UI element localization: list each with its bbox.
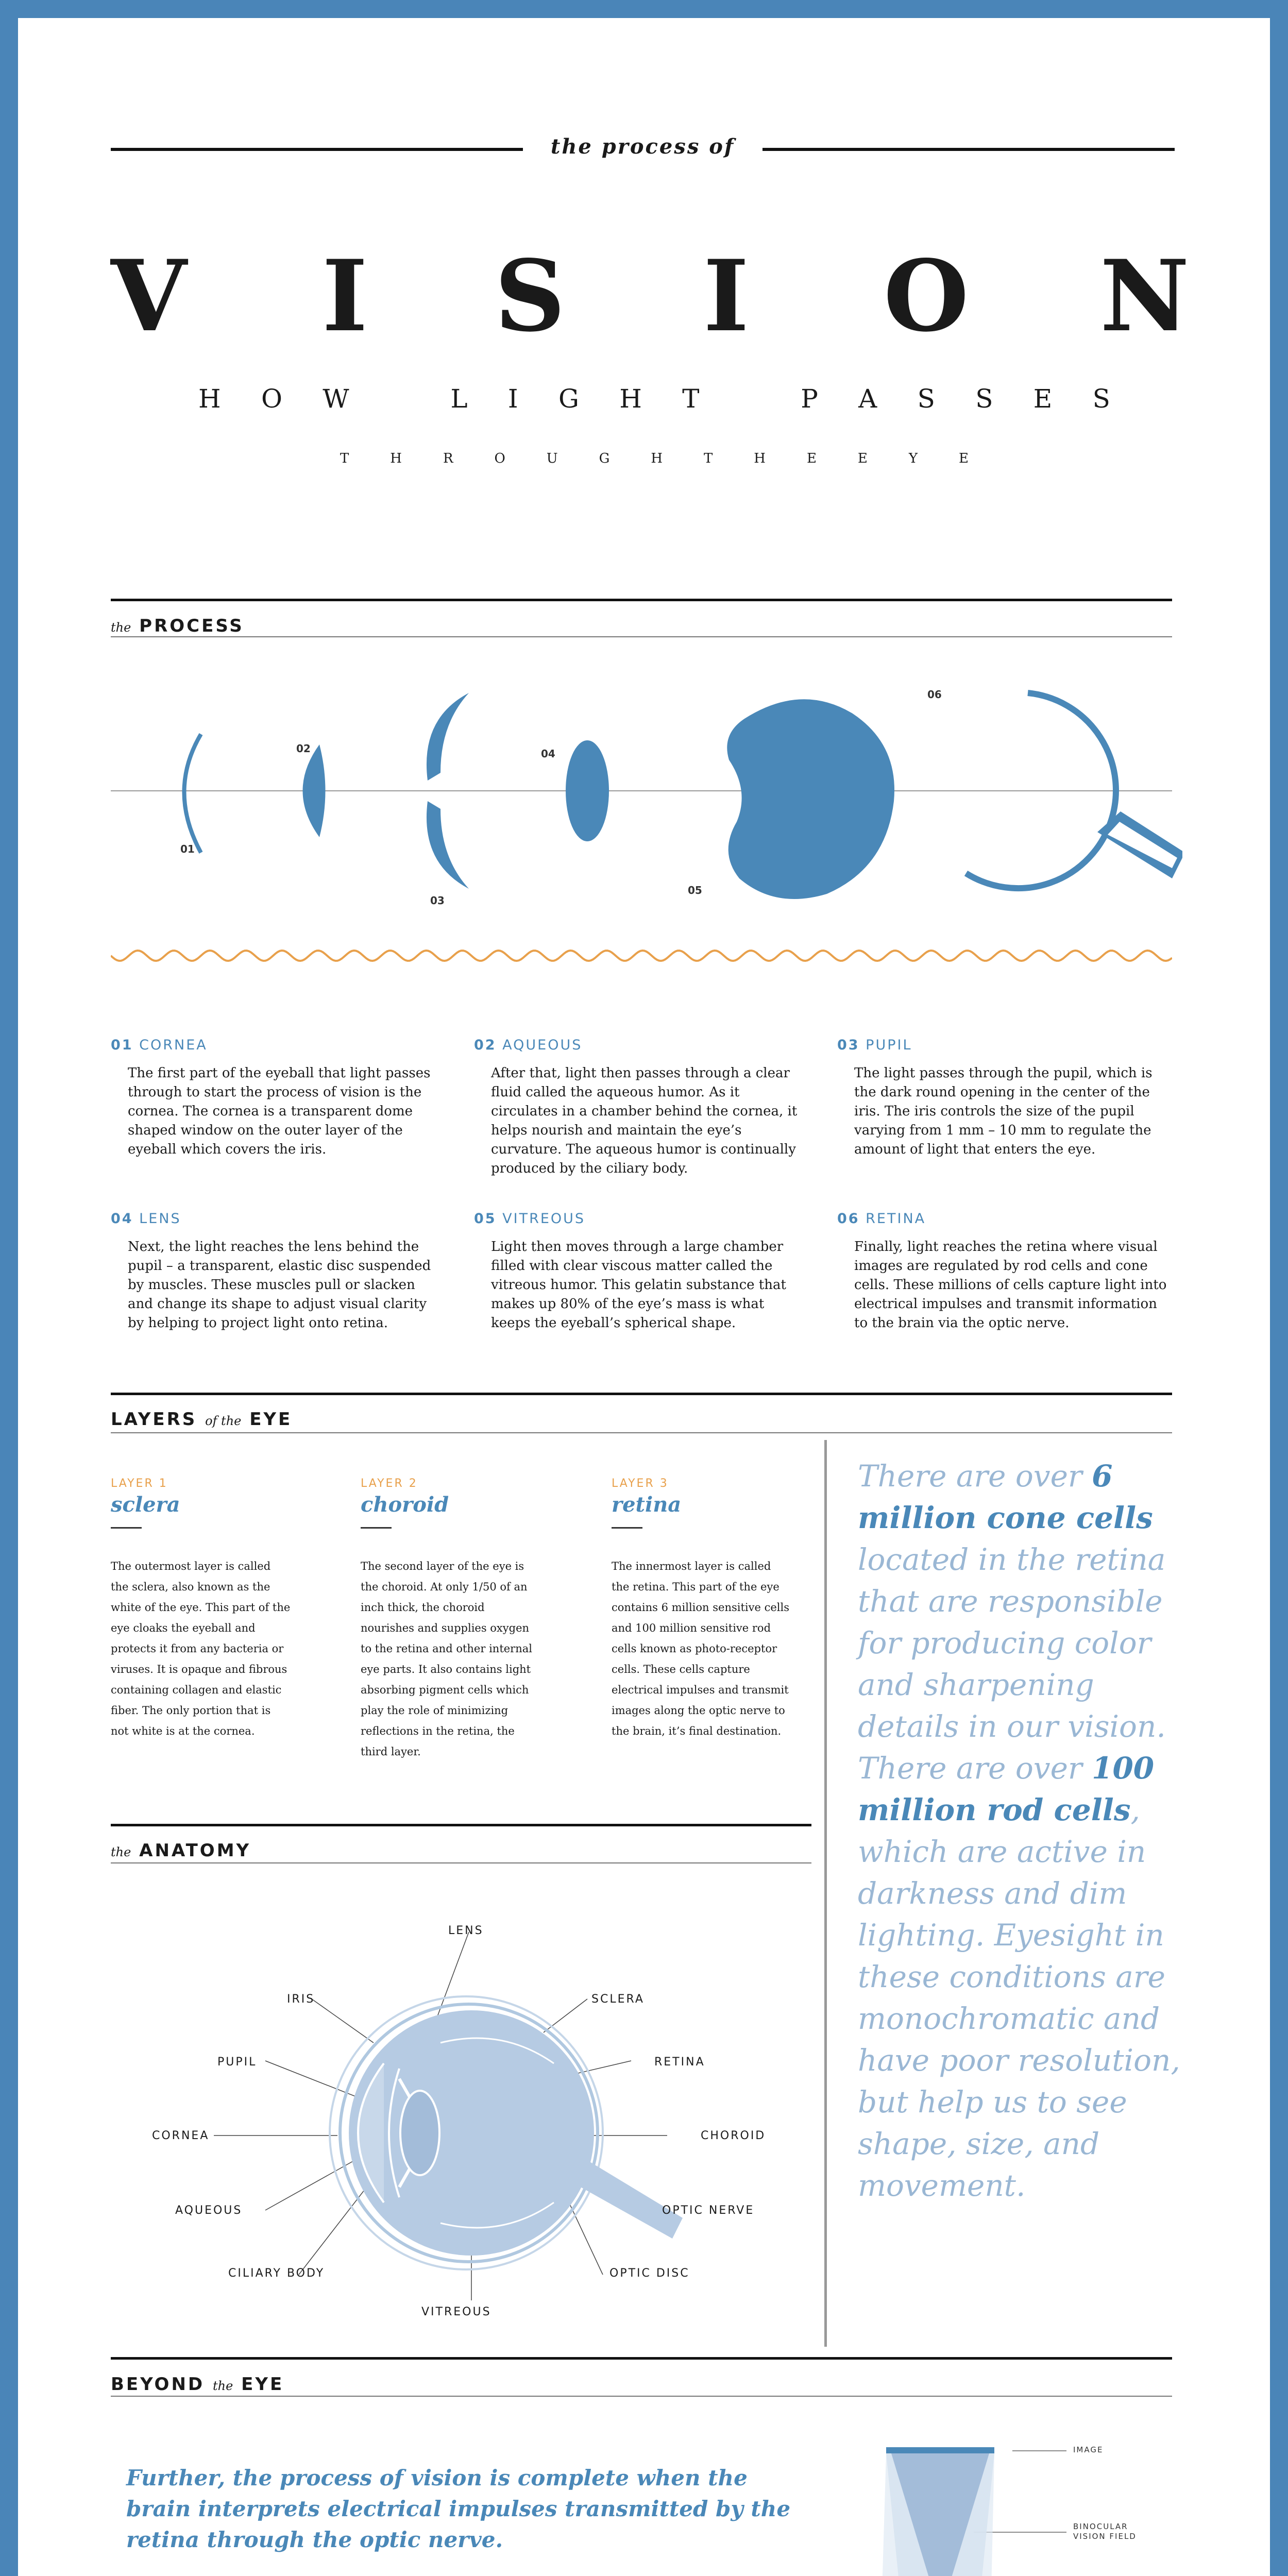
anat-label-cornea: CORNEA [152, 2129, 210, 2142]
step-title-pupil: 03 PUPIL [837, 1037, 912, 1053]
process-rule [111, 599, 1172, 601]
layer-2-text: The second layer of the eye is the choroid. At only 1/50 of an inch thick, the choroid nourishes and supplies oxygen to the retina and other internal eye parts. It also contains light absorbing pigment cells which play the role of minimizing reflections in the retina, the third layer. [361, 1560, 532, 1758]
sub-letter: H [198, 384, 221, 414]
anat-label-pupil: PUPIL [217, 2056, 257, 2069]
layer-3-text: The innermost layer is called the retina. This part of the eye contains 6 million sensitive cells and 100 million sensitive rod cells known as photo-receptor cells. These cells capture electrical impulses and transmit images along the optic nerve to the brain, it’s final destination. [612, 1560, 789, 1737]
layers-pre: LAYERS [111, 1409, 197, 1430]
step-title-cornea: 01 CORNEA [111, 1037, 208, 1053]
anat-label-optic-disc: OPTIC DISC [609, 2267, 690, 2280]
layer-2-dash [361, 1527, 392, 1529]
sub-letter: W [323, 384, 349, 414]
sub-letter: T [682, 384, 700, 414]
lens-icon [400, 2091, 439, 2175]
wave-divider-1 [111, 945, 1172, 966]
stage-number: 06 [927, 688, 942, 701]
anat-label-iris: IRIS [287, 1993, 315, 2006]
process-subrule [111, 636, 1172, 637]
beyond-pre: BEYOND [111, 2374, 205, 2395]
title-letter-3: S [495, 239, 566, 353]
binocular-vision-diagram [827, 2429, 1188, 2576]
step-title-lens: 04 LENS [111, 1211, 181, 1227]
anat-label-vitreous: VITREOUS [421, 2306, 492, 2318]
cone-cells-highlight: 6 million cone cells [858, 1459, 1153, 1535]
anat-label-ciliary-body: CILIARY BODY [228, 2267, 325, 2280]
cornea-stage-icon [184, 734, 201, 853]
anatomy-prefix: the [111, 1845, 131, 1859]
sub-letter: H [619, 384, 642, 414]
vertical-divider [824, 1440, 827, 2347]
layers-post: EYE [249, 1409, 293, 1430]
sub-letter: S [1092, 384, 1110, 414]
beyond-subrule [111, 2396, 1172, 2397]
anat-label-optic-nerve: OPTIC NERVE [662, 2204, 755, 2217]
anat-label-lens: LENS [448, 1924, 484, 1937]
infographic-page [18, 18, 1270, 2576]
anatomy-title: ANATOMY [139, 1840, 251, 1861]
stage-number: 02 [296, 742, 311, 755]
layer-3-dash [612, 1527, 642, 1529]
sub-letter: A [858, 384, 877, 414]
anat-label-retina: RETINA [654, 2056, 705, 2069]
title-letter-5: O [884, 239, 969, 353]
sub-letter: S [917, 384, 935, 414]
sub2-letter: E [857, 451, 868, 466]
sub-letter: S [975, 384, 993, 414]
header-rule-left [111, 148, 523, 151]
step-title-retina: 06 RETINA [837, 1211, 926, 1227]
stage-number: 01 [180, 843, 195, 855]
title-letter-6: N [1100, 239, 1190, 353]
process-heading [111, 616, 244, 636]
sub2-letter: T [340, 451, 349, 466]
sub2-letter: H [651, 451, 663, 466]
layer-1-dash [111, 1527, 142, 1529]
layer-1-text: The outermost layer is called the sclera, also known as the white of the eye. This part of the eye cloaks the eyeball and protects it from any bacteria or viruses. It is opaque and fibrous containing collagen and elastic fiber. The only portion that is not white is at the cornea. [111, 1560, 291, 1737]
subtitle-row-1 [198, 384, 1110, 414]
vf-label-binocular: BINOCULAR VISION FIELD [1073, 2522, 1137, 2541]
anatomy-subrule [111, 1862, 811, 1863]
vf-label-image: IMAGE [1073, 2445, 1104, 2454]
layer-2-label: LAYER 2 [361, 1477, 418, 1490]
aqueous-stage-icon [303, 744, 326, 837]
step-text-aqueous: After that, light then passes through a clear fluid called the aqueous humor. As it circulates in a chamber behind the cornea, it helps nourish and maintain the eye’s curvature. The aqueous humor is continually produced by the ciliary body. [491, 1065, 798, 1176]
sub-letter: O [261, 384, 282, 414]
beyond-heading [111, 2374, 284, 2395]
pre-title: the process of [550, 134, 735, 159]
sub-letter: I [507, 384, 518, 414]
sub2-letter: T [704, 451, 713, 466]
beyond-quote: Further, the process of vision is complete when the brain interprets electrical impulses transmitted by the retina through the optic nerve. [126, 2465, 791, 2552]
step-title-aqueous: 02 AQUEOUS [474, 1037, 583, 1053]
header-rule-right [762, 148, 1175, 151]
sub2-letter: G [599, 451, 610, 466]
sub2-letter: E [958, 451, 969, 466]
stage-number: 03 [430, 894, 445, 907]
sub2-letter: H [390, 451, 402, 466]
beyond-of: the [212, 2379, 233, 2393]
vitreous-stage-icon [727, 699, 894, 899]
step-title-vitreous: 05 VITREOUS [474, 1211, 586, 1227]
stage-number: 05 [688, 884, 702, 896]
layer-1-name: sclera [111, 1493, 180, 1517]
layers-of: of the [205, 1414, 242, 1428]
stage-number: 04 [541, 748, 555, 760]
layer-2-name: choroid [361, 1493, 449, 1517]
step-text-cornea: The first part of the eyeball that light passes through to start the process of vision is the cornea. The cornea is a transparent dome shaped window on the outer layer of the eyeball which covers the iris. [128, 1065, 431, 1157]
iris-lower-stage-icon [427, 801, 469, 889]
layers-subrule [111, 1432, 1172, 1433]
layer-3-label: LAYER 3 [612, 1477, 669, 1490]
anatomy-heading [111, 1840, 251, 1861]
sub-letter: L [450, 384, 468, 414]
layer-1-label: LAYER 1 [111, 1477, 168, 1490]
title-letter-2: I [322, 239, 368, 353]
anat-label-choroid: CHOROID [701, 2129, 766, 2142]
iris-upper-stage-icon [427, 693, 469, 781]
rod-cells-highlight: 100 million rod cells [858, 1751, 1155, 1827]
eye-anatomy-diagram [111, 1893, 822, 2336]
layers-heading [111, 1409, 292, 1430]
cells-quote: There are over 6 million cone cells located in the retina that are responsible for producing color and sharpening details in our vision. There are over 100 million rod cells, which are active in darkness and dim lighting. Eyesight in these conditions are monochromatic and have poor resolution, but help us to see shape, size, and movement. [858, 1459, 1180, 2203]
sub-letter: P [801, 384, 818, 414]
layers-rule [111, 1393, 1172, 1395]
sub2-letter: E [806, 451, 817, 466]
step-text-lens: Next, the light reaches the lens behind the pupil – a transparent, elastic disc suspended by muscles. These muscles pull or slacken and change its shape to adjust visual clarity by helping to project light onto retina. [128, 1239, 431, 1331]
beyond-rule [111, 2357, 1172, 2360]
lens-stage-icon [566, 740, 609, 841]
title-letter-1: V [111, 239, 187, 353]
sub2-letter: R [443, 451, 453, 466]
step-text-vitreous: Light then moves through a large chamber filled with clear viscous matter called the vitreous humor. This gelatin substance that makes up 80% of the eye’s mass is what keeps the eyeball’s spherical shape. [491, 1239, 786, 1331]
anat-label-sclera: SCLERA [591, 1993, 645, 2006]
sub2-letter: U [546, 451, 558, 466]
sub-letter: E [1033, 384, 1053, 414]
beyond-post: EYE [241, 2374, 284, 2395]
sub2-letter: Y [908, 451, 918, 466]
step-text-pupil: The light passes through the pupil, which is the dark round opening in the center of the iris. The iris controls the size of the pupil varying from 1 mm – 10 mm to regulate the amount of light that enters the eye. [854, 1065, 1153, 1157]
process-prefix: the [111, 620, 131, 635]
sub2-letter: O [494, 451, 505, 466]
sub-letter: G [558, 384, 579, 414]
title-letter-4: I [703, 239, 749, 353]
optic-nerve-icon [567, 2159, 683, 2239]
layer-3-name: retina [612, 1493, 682, 1517]
step-text-retina: Finally, light reaches the retina where visual images are regulated by rod cells and cone cells. These millions of cells capture light into electrical impulses and transmit information to the brain via the optic nerve. [854, 1239, 1167, 1331]
anatomy-rule [111, 1824, 811, 1826]
eyeball-icon [349, 2010, 594, 2256]
image-bar-icon [886, 2447, 994, 2453]
process-stages-diagram [111, 662, 1182, 930]
sub2-letter: H [754, 451, 766, 466]
anat-label-aqueous: AQUEOUS [175, 2204, 243, 2217]
process-title: PROCESS [139, 616, 244, 636]
subtitle-row-2 [340, 451, 969, 466]
